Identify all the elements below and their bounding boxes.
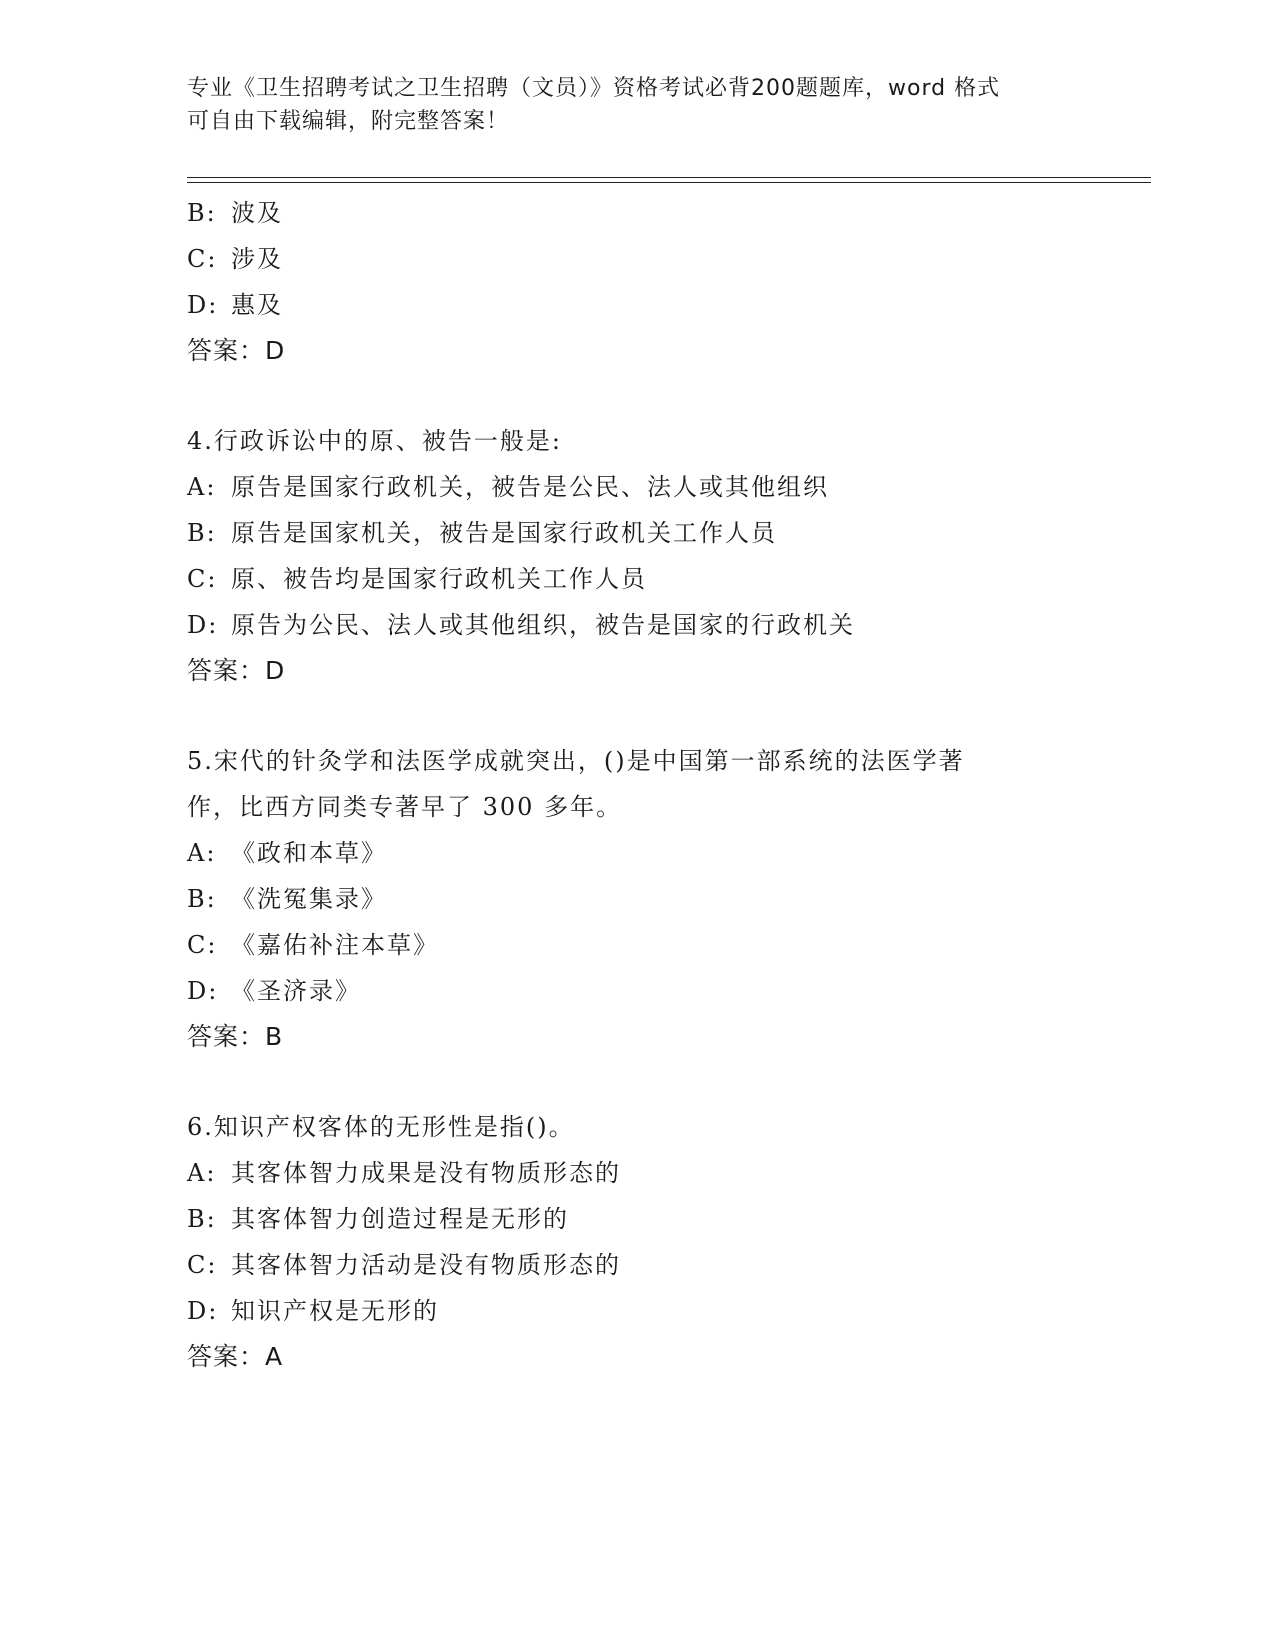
question-4 xyxy=(187,418,1087,694)
option-b: B: 原告是国家机关，被告是国家行政机关工作人员 xyxy=(187,519,777,547)
header-rule-top xyxy=(187,177,1151,178)
option-b: B: 波及 xyxy=(187,199,283,227)
option-d: D: 知识产权是无形的 xyxy=(187,1297,439,1325)
question-stem: 4.行政诉讼中的原、被告一般是: xyxy=(187,427,562,455)
option-a: A: 其客体智力成果是没有物质形态的 xyxy=(187,1159,621,1187)
question-3-continued xyxy=(187,190,1087,374)
option-d: D: 原告为公民、法人或其他组织，被告是国家的行政机关 xyxy=(187,611,855,639)
option-c: C: 《嘉佑补注本草》 xyxy=(187,931,439,959)
answer: 答案：D xyxy=(187,336,286,365)
option-d: D: 惠及 xyxy=(187,291,283,319)
option-a: A: 《政和本草》 xyxy=(187,839,387,867)
page-header xyxy=(187,72,1067,138)
option-a: A: 原告是国家行政机关，被告是公民、法人或其他组织 xyxy=(187,473,829,501)
question-5 xyxy=(187,738,1087,1060)
question-content xyxy=(187,190,1087,1380)
option-c: C: 原、被告均是国家行政机关工作人员 xyxy=(187,565,647,593)
question-stem: 6.知识产权客体的无形性是指()。 xyxy=(187,1113,575,1141)
option-c: C: 涉及 xyxy=(187,245,283,273)
question-stem-line-1: 5.宋代的针灸学和法医学成就突出，()是中国第一部系统的法医学著 xyxy=(187,747,965,775)
option-c: C: 其客体智力活动是没有物质形态的 xyxy=(187,1251,621,1279)
header-rule-bottom xyxy=(187,182,1151,183)
question-6 xyxy=(187,1104,1087,1380)
answer: 答案：A xyxy=(187,1342,284,1371)
answer: 答案：D xyxy=(187,656,286,685)
option-d: D: 《圣济录》 xyxy=(187,977,361,1005)
header-line-2: 可自由下载编辑，附完整答案！ xyxy=(187,109,510,134)
answer: 答案：B xyxy=(187,1022,284,1051)
option-b: B: 其客体智力创造过程是无形的 xyxy=(187,1205,569,1233)
option-b: B: 《洗冤集录》 xyxy=(187,885,387,913)
header-line-1: 专业《卫生招聘考试之卫生招聘（文员）》资格考试必背200题题库，word 格式 xyxy=(187,76,1001,101)
question-stem-line-2: 作，比西方同类专著早了 300 多年。 xyxy=(187,793,623,821)
